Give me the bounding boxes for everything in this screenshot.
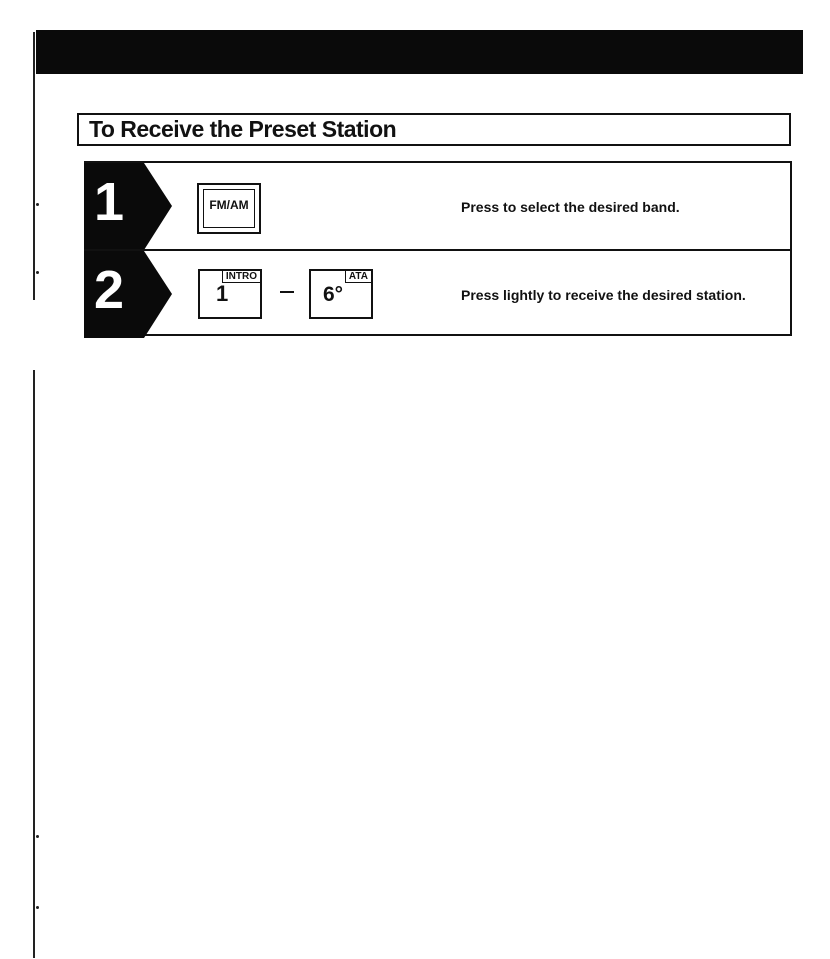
range-dash [280, 291, 294, 293]
scan-mark [36, 271, 39, 274]
section-title-box [77, 113, 791, 146]
fm-am-key-icon [197, 183, 261, 234]
preset-6-digit: 6° [323, 283, 344, 306]
step-number-badge [84, 251, 174, 338]
step-number-badge [84, 163, 174, 250]
scan-mark [36, 906, 39, 909]
page-edge-gap [32, 300, 36, 370]
preset-1-digit: 1 [216, 281, 229, 306]
preset-1-key-icon [198, 269, 262, 319]
step-number: 2 [94, 260, 125, 320]
step-number: 1 [94, 172, 125, 232]
step-description: Press lightly to receive the desired station. [461, 287, 746, 303]
fm-am-key-label: FM/AM [209, 198, 249, 212]
preset-6-key-icon [309, 269, 373, 319]
step-1 [84, 163, 790, 250]
scan-mark [36, 835, 39, 838]
scan-mark [36, 203, 39, 206]
ata-tag: ATA [345, 271, 371, 283]
intro-tag: INTRO [222, 271, 260, 283]
page-edge-rule [33, 32, 35, 958]
steps-panel [84, 161, 792, 336]
header-banner [36, 30, 803, 74]
step-description: Press to select the desired band. [461, 199, 680, 215]
section-title: To Receive the Preset Station [89, 116, 397, 142]
step-2 [84, 249, 790, 338]
